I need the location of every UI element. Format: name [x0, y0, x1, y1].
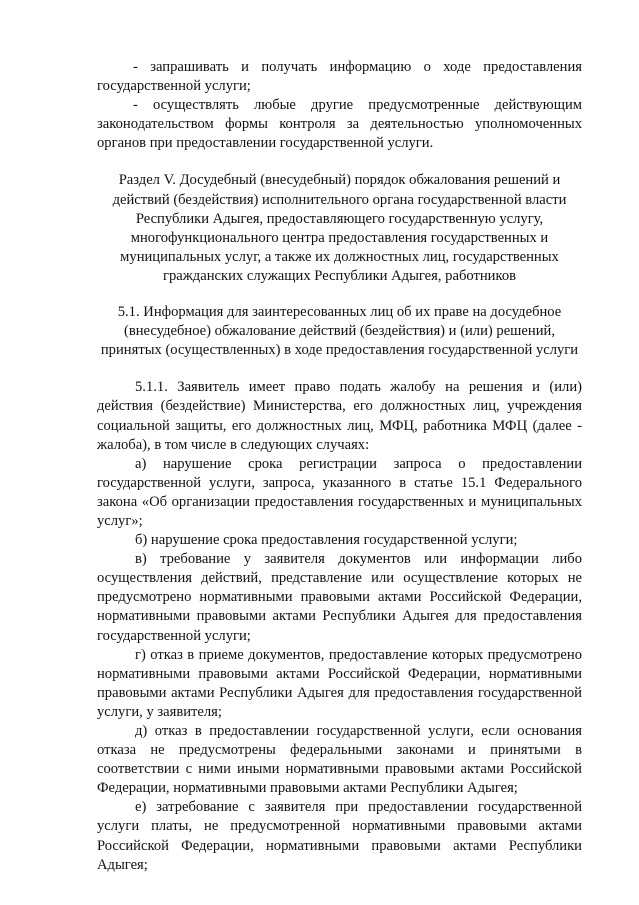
intro-item-other-control: - осуществлять любые другие предусмотренные действующим законодательством формы контроля за деятельностью уполномоченных органов при предоставлении государственной услуги.	[97, 97, 582, 152]
case-b: б) нарушение срока предоставления государственной услуги;	[135, 532, 518, 549]
section-title: Раздел V. Досудебный (внесудебный) порядок обжалования решений и действий (бездействия) исполнительного органа государственной власти Республики Адыгея, предоставляющего государственную услугу, многофункционального центра предоставления государственных и муниципальных услуг, а также их должностных лиц, государственных гражданских служащих Республики Адыгея, работников	[112, 172, 567, 284]
paragraph-5-1-1: 5.1.1. Заявитель имеет право подать жалобу на решения и (или) действия (бездействие) Министерства, его должностных лиц, учреждения социальной защиты, его должностных лиц, МФЦ, работника МФЦ (далее - жалоба), в том числе в следующих случаях:	[97, 379, 582, 453]
case-a: а) нарушение срока регистрации запроса о предоставлении государственной услуги, запроса, указанного в статье 15.1 Федерального закона «Об организации предоставления государственных и муниципальных услуг»;	[97, 455, 582, 529]
case-v: в) требование у заявителя документов или информации либо осуществления действий, представление или осуществление которых не предусмотрено нормативными правовыми актами Российской Федерации, нормативными правовыми актами Республики Адыгея для предоставления государственной услуги;	[97, 551, 582, 644]
document-page	[97, 58, 582, 875]
case-d: д) отказ в предоставлении государственной услуги, если основания отказа не предусмотрены федеральными законами и принятыми в соответствии с ними иными нормативными правовыми актами Российской Федерации, нормативными правовыми актами Республики Адыгея;	[97, 723, 582, 797]
intro-item-request-info: - запрашивать и получать информацию о ходе предоставления государственной услуги;	[97, 59, 582, 95]
case-g: г) отказ в приеме документов, предоставление которых предусмотрено нормативными правовыми актами Российской Федерации, нормативными правовыми актами Республики Адыгея для предоставления государственной услуги, у заявителя;	[97, 646, 582, 720]
case-e: е) затребование с заявителя при предоставлении государственной услуги платы, не предусмотренной нормативными правовыми актами Российской Федерации, нормативными правовыми актами Республики Адыгея;	[97, 799, 582, 873]
subsection-title: 5.1. Информация для заинтересованных лиц об их праве на досудебное (внесудебное) обжалование действий (бездействия) и (или) решений, принятых (осуществленных) в ходе предоставления государственной услуги	[100, 304, 579, 359]
